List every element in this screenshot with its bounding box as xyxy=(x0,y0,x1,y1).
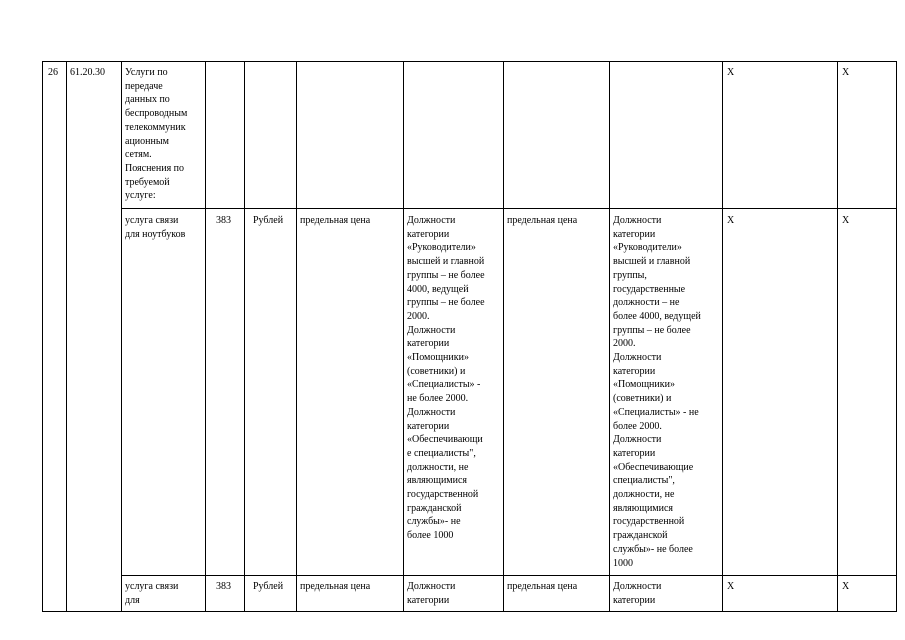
unit-name-cell: Рублей xyxy=(253,215,284,226)
col-border-10 xyxy=(837,61,838,612)
characteristic-value-cell: Должности категории «Руководители» высшей и главной группы – не более 4000, ведущей группы – не более 2000. Должности категории «Помощники» (советники) и «Специалисты» - не более 2000. Должности категории «Обеспечивающи е специалисты", должности, не являющимися государственной гражданской службы»- не более 1000 xyxy=(407,215,485,542)
col-border-1 xyxy=(66,61,67,612)
col-border-9 xyxy=(722,61,723,612)
col-border-5 xyxy=(296,61,297,612)
col-border-3 xyxy=(205,61,206,612)
col-border-4 xyxy=(244,61,245,612)
table-bottom-border xyxy=(42,611,897,612)
table-top-border xyxy=(42,61,897,62)
okpd-code-cell: 61.20.30 xyxy=(70,67,105,78)
column-9-cell: X xyxy=(842,215,850,226)
col-border-11 xyxy=(896,61,897,612)
column-8-cell: X xyxy=(727,67,735,78)
characteristic-value-cell: Должности категории «Руководители» высшей и главной группы, государственные должности – не более 4000, ведущей группы – не более 2000. Должности категории «Помощники» (советники) и «Специалисты» - не более 2000. Должности категории «Обеспечивающие специалисты", должности, не являющимися государственной гражданской службы»- не более 1000 xyxy=(613,215,701,569)
row-divider-1 xyxy=(121,208,897,209)
characteristic-cell: предельная цена xyxy=(300,581,371,592)
characteristic-value-cell: Должности категории xyxy=(613,581,662,606)
unit-code-cell: 383 xyxy=(216,581,231,592)
service-name-cell: Услуги по передаче данных по беспроводным телекоммуник ационным сетям. Пояснения по требуемой услуге: xyxy=(125,67,188,202)
column-9-cell: X xyxy=(842,581,850,592)
service-name-cell: услуга связи для ноутбуков xyxy=(125,215,186,240)
characteristic-cell: предельная цена xyxy=(507,215,578,226)
characteristic-cell: предельная цена xyxy=(300,215,371,226)
unit-name-cell: Рублей xyxy=(253,581,284,592)
service-name-cell: услуга связи для xyxy=(125,581,179,606)
col-border-7 xyxy=(503,61,504,612)
column-8-cell: X xyxy=(727,215,735,226)
column-9-cell: X xyxy=(842,67,850,78)
characteristic-value-cell: Должности категории xyxy=(407,581,456,606)
row-number-cell: 26 xyxy=(48,67,58,78)
column-8-cell: X xyxy=(727,581,735,592)
unit-code-cell: 383 xyxy=(216,215,231,226)
row-divider-2 xyxy=(121,575,897,576)
col-border-0 xyxy=(42,61,43,612)
characteristic-cell: предельная цена xyxy=(507,581,578,592)
